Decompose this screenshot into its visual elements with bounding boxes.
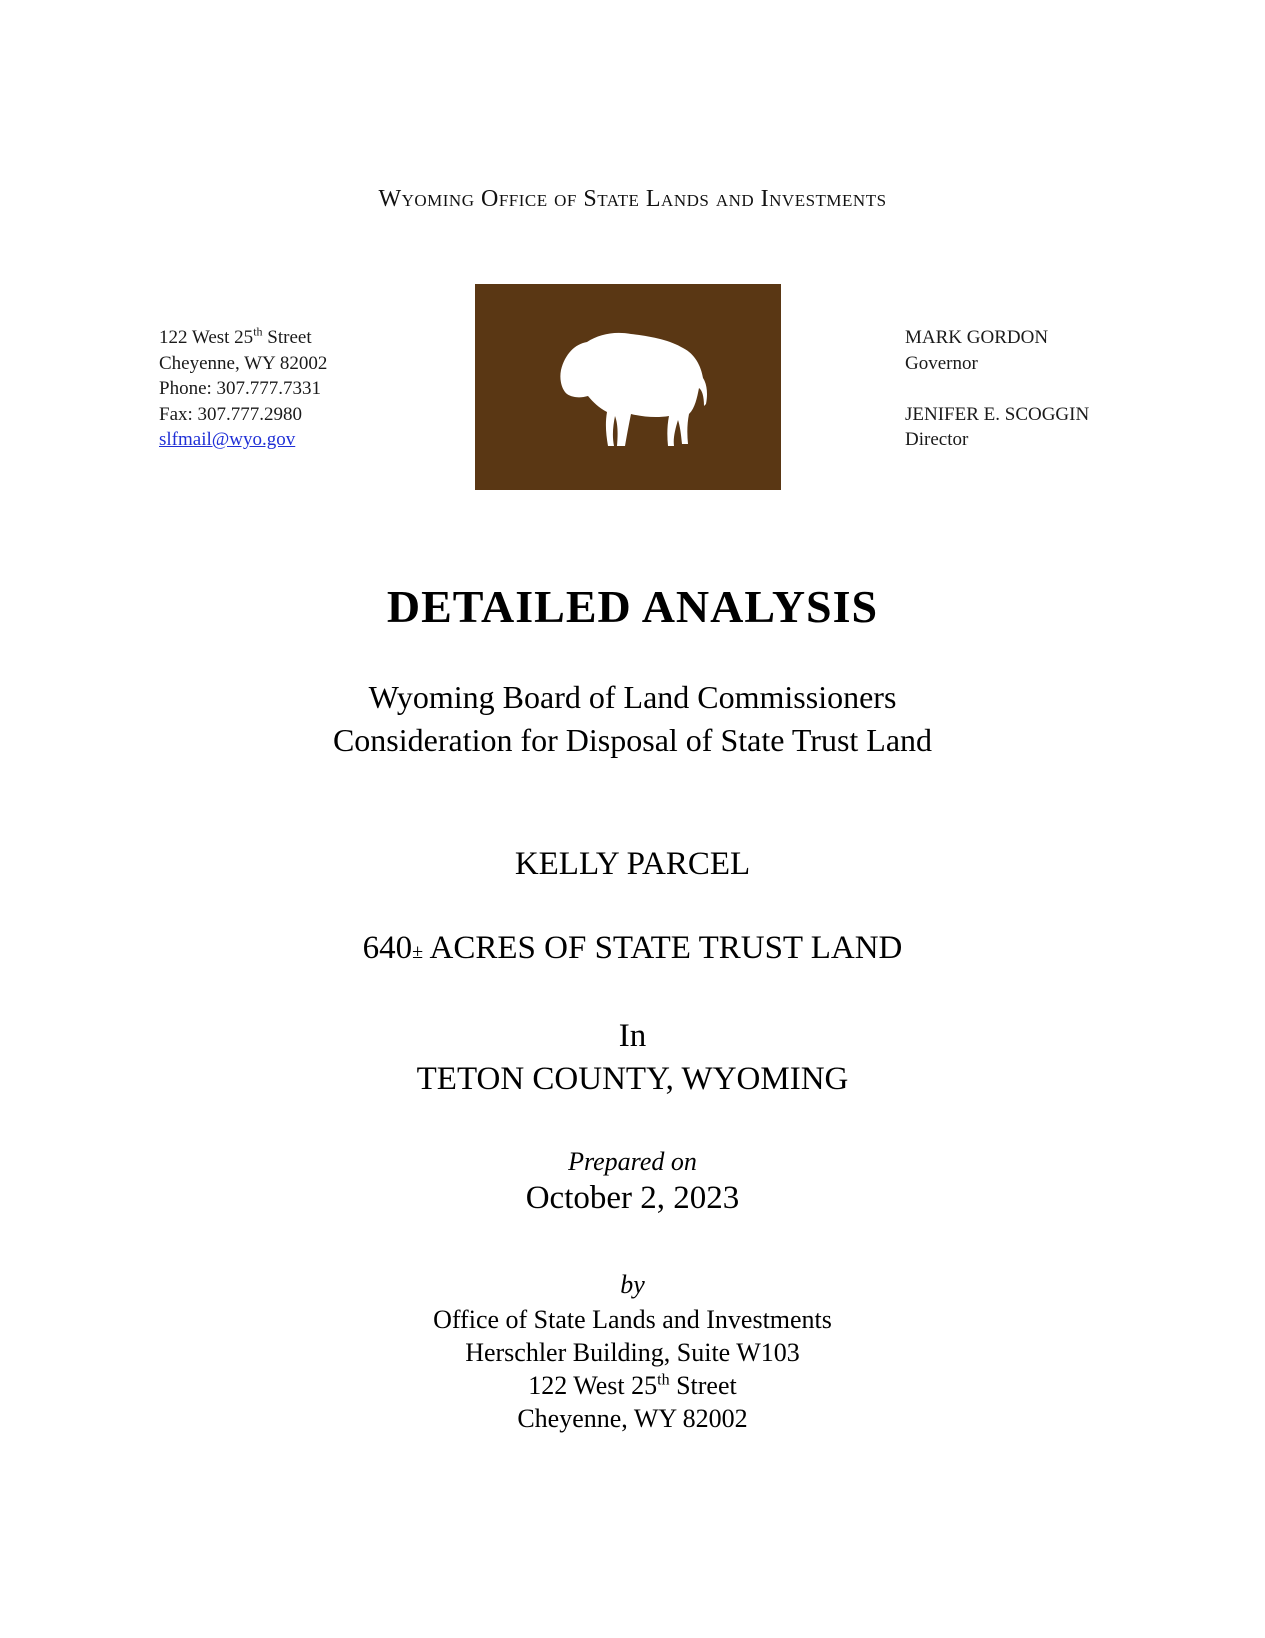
governor-title: Governor — [905, 352, 978, 374]
preparer-office: Office of State Lands and Investments — [433, 1305, 832, 1334]
document-subtitle — [0, 676, 1265, 762]
parcel-name: KELLY PARCEL — [514, 846, 751, 882]
preparer-city: Cheyenne, WY 82002 — [517, 1404, 748, 1433]
email-link[interactable]: slfmail@wyo.gov — [159, 429, 296, 450]
prepared-date: October 2, 2023 — [525, 1180, 740, 1216]
bison-icon — [475, 284, 781, 490]
contact-fax: Fax: 307.777.2980 — [159, 403, 303, 425]
officials-block — [905, 325, 1089, 453]
contact-phone: Phone: 307.777.7331 — [159, 378, 322, 399]
prepared-label: Prepared on — [568, 1147, 697, 1176]
acreage-text: ACRES OF STATE TRUST LAND — [429, 930, 903, 966]
preparer-street-name: Street — [676, 1371, 737, 1400]
location-name: TETON COUNTY, WYOMING — [416, 1061, 849, 1097]
location-prefix: In — [618, 1018, 647, 1054]
document-title: DETAILED ANALYSIS — [386, 581, 879, 632]
contact-street — [159, 325, 327, 351]
acreage-number: 640 — [362, 930, 413, 966]
preparer-street — [0, 1369, 1265, 1402]
subtitle-line-2: Consideration for Disposal of State Trust Land — [332, 722, 933, 758]
contact-street-number: 122 West 25 — [159, 327, 254, 348]
preparer-street-suffix: th — [657, 1371, 670, 1389]
officials-spacer — [905, 376, 1089, 402]
governor-name: MARK GORDON — [905, 327, 1049, 348]
director-title: Director — [905, 429, 969, 450]
director-name: JENIFER E. SCOGGIN — [905, 403, 1090, 425]
contact-city: Cheyenne, WY 82002 — [159, 352, 328, 374]
preparer-block — [0, 1303, 1265, 1435]
location-block — [0, 1015, 1265, 1101]
agency-logo — [475, 284, 781, 490]
by-label: by — [620, 1270, 645, 1299]
agency-header: Wyoming Office of State Lands and Investments — [378, 186, 887, 212]
acreage-plus-minus: ± — [412, 941, 424, 963]
contact-street-suffix: th — [253, 324, 263, 339]
preparer-building: Herschler Building, Suite W103 — [465, 1338, 800, 1367]
acreage — [0, 930, 1265, 967]
contact-block — [159, 325, 327, 453]
contact-street-name: Street — [267, 327, 312, 348]
preparer-street-number: 122 West 25 — [528, 1371, 658, 1400]
subtitle-line-1: Wyoming Board of Land Commissioners — [368, 679, 897, 715]
